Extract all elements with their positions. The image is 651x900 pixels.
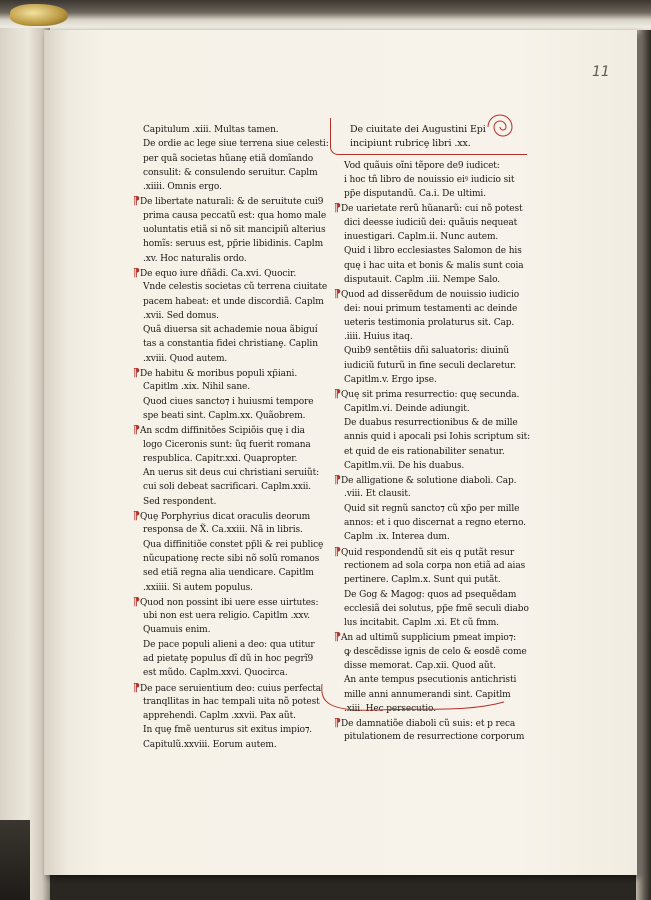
line-text: Capitlm .xix. Nihil sane. bbox=[143, 382, 251, 393]
text-line bbox=[344, 273, 501, 287]
line-text: .viii. Et clausit. bbox=[344, 489, 411, 500]
text-line bbox=[143, 252, 313, 266]
text-line bbox=[143, 581, 313, 595]
text-line bbox=[143, 466, 320, 480]
rubric-mark-icon: ⁋ bbox=[133, 366, 140, 380]
brass-clasp bbox=[10, 4, 68, 26]
line-text: Quamuis enim. bbox=[143, 625, 211, 636]
line-text: mille anni annumerandi sint. Capitlm bbox=[344, 689, 511, 700]
line-text: De Gog & Magog: quos ad psequẽdam bbox=[344, 589, 517, 600]
text-line bbox=[334, 387, 520, 401]
line-text: .iiii. Huius itaq. bbox=[344, 332, 413, 343]
text-line bbox=[344, 730, 525, 744]
text-line bbox=[143, 538, 324, 552]
line-text: per quã societas hũanȩ etiã domĩando bbox=[143, 153, 314, 164]
text-line bbox=[143, 695, 320, 709]
text-line bbox=[344, 259, 524, 273]
line-text: .xvii. Sed domus. bbox=[143, 310, 219, 321]
text-line bbox=[143, 666, 313, 680]
line-text: De habitu & moribus populi xp̃iani. bbox=[140, 369, 298, 380]
line-text: Capitulũ.xxviii. Eorum autem. bbox=[143, 739, 277, 750]
line-text: Vod quãuis oĩni tẽpore de9 iudicet: bbox=[344, 160, 500, 171]
text-line bbox=[143, 609, 313, 623]
text-line bbox=[143, 237, 324, 251]
line-text: .xviii. Quod autem. bbox=[143, 353, 228, 364]
text-line bbox=[334, 473, 517, 487]
line-text: Sed respondent. bbox=[143, 496, 217, 507]
text-line bbox=[143, 152, 313, 166]
line-text: Capitlm.vii. De his duabus. bbox=[344, 460, 465, 471]
text-line bbox=[143, 480, 313, 494]
line-text: De equo iure dñãdi. Ca.xvi. Quocir. bbox=[140, 268, 297, 279]
text-line bbox=[143, 409, 313, 423]
line-text: tranqllitas in hac tempali uita nõ potest bbox=[143, 696, 320, 707]
line-text: An uerus sit deus cui christiani seruiũt: bbox=[143, 468, 320, 479]
line-text: Quã diuersa sit achademie noua ãbiguı́ bbox=[143, 325, 318, 336]
text-line bbox=[344, 402, 496, 416]
line-text: Capitulum .xiii. Multas tamen. bbox=[143, 125, 279, 135]
line-text: Quid sit regnũ sancto⁊ cũ xp̃o per mille bbox=[344, 503, 520, 514]
text-line bbox=[344, 344, 510, 358]
line-text: inuestigari. Caplm.ii. Nunc autem. bbox=[344, 232, 499, 243]
text-line bbox=[143, 180, 313, 194]
rubric-mark-icon: ⁋ bbox=[334, 544, 341, 558]
folio-number: 11 bbox=[592, 64, 610, 80]
text-line bbox=[133, 265, 313, 280]
text-line bbox=[334, 544, 515, 559]
text-line bbox=[143, 352, 313, 366]
line-text: Capitlm.vi. Deinde adiungit. bbox=[344, 403, 470, 414]
line-text: disse memorat. Cap.xii. Quod aũt. bbox=[344, 660, 496, 671]
text-line bbox=[344, 659, 496, 673]
rubric-mark-icon: ⁋ bbox=[133, 423, 140, 437]
text-line bbox=[344, 516, 526, 530]
line-text: Quę sit prima resurrectio: quę secunda. bbox=[341, 390, 520, 401]
line-text: De uarietate rerũ hũanarũ: cui nõ potest bbox=[341, 204, 523, 215]
text-line bbox=[344, 487, 496, 501]
line-text: iudiciũ futurũ in fine seculi declaretur. bbox=[344, 360, 517, 371]
line-text: .xxiiii. Si autem populus. bbox=[143, 582, 253, 593]
line-text: tas a constantia fidei christianȩ. Caplin bbox=[143, 339, 318, 350]
text-line bbox=[143, 638, 313, 652]
text-line bbox=[143, 323, 318, 337]
text-line bbox=[143, 137, 329, 151]
rubric-mark-icon: ⁋ bbox=[334, 630, 341, 644]
text-line bbox=[143, 523, 313, 537]
line-text: .xiii. Hec persecutio. bbox=[344, 703, 436, 714]
line-text: spe beati sint. Caplm.xx. Quãobrem. bbox=[143, 410, 306, 421]
rubric-tail-flourish bbox=[318, 682, 508, 722]
text-line bbox=[143, 309, 313, 323]
text-line bbox=[143, 652, 313, 666]
text-line bbox=[344, 459, 496, 473]
rubric-mark-icon: ⁋ bbox=[334, 473, 341, 487]
text-line bbox=[133, 366, 313, 380]
rubric-mark-icon: ⁋ bbox=[133, 194, 140, 208]
text-line bbox=[133, 509, 313, 523]
text-line bbox=[344, 187, 496, 201]
text-line bbox=[143, 123, 313, 137]
line-text: uoluntatis etiã si nõ sit mancipiũ alterius bbox=[143, 225, 326, 236]
line-text: .xv. Hoc naturalis ordo. bbox=[143, 253, 247, 264]
text-line bbox=[143, 723, 313, 737]
rubric-mark-icon: ⁋ bbox=[133, 509, 140, 523]
text-line bbox=[133, 423, 313, 437]
line-text: Caplm .ix. Interea dum. bbox=[344, 532, 450, 543]
line-text: nũcupationȩ recte sibi nõ solũ romanos bbox=[143, 553, 320, 564]
line-text: Quid respondendũ sit eis q putãt resur bbox=[341, 547, 515, 558]
text-line bbox=[143, 223, 326, 237]
line-text: quę i hac uita et bonis & malis sunt coia bbox=[344, 260, 524, 271]
line-text: annis quid i apocali psi Iohis scriptum sit: bbox=[344, 432, 531, 443]
line-text: ubi non est uera religio. Capitlm .xxv. bbox=[143, 611, 311, 622]
text-line bbox=[344, 559, 526, 573]
line-text: An ante tempus psecutionis antichristi bbox=[344, 675, 517, 686]
text-line bbox=[334, 287, 520, 301]
line-text: An scdm diffinitões Scipiõis quę i dia bbox=[140, 426, 305, 437]
text-line bbox=[133, 594, 319, 609]
line-text: responsa de X̃. Ca.xxiii. Nã in libris. bbox=[143, 525, 303, 536]
line-text: Quib9 sentẽtiis dñi saluatoris: diuinũ bbox=[344, 346, 510, 357]
line-text: ueteris testimonia prolaturus sit. Cap. bbox=[344, 317, 515, 328]
line-text: est mũdo. Caplm.xxvi. Quocirca. bbox=[143, 668, 288, 679]
manuscript-page bbox=[44, 30, 637, 875]
text-line bbox=[334, 630, 517, 644]
right-text-column bbox=[334, 123, 531, 745]
text-line bbox=[344, 430, 531, 444]
book-cover-corner bbox=[0, 820, 30, 900]
text-line bbox=[344, 216, 518, 230]
line-text: annos: et i quo discernat a regno eterno. bbox=[344, 518, 526, 529]
text-line bbox=[143, 380, 313, 394]
line-text: i hoc tñ libro de nouissio eiꝰ iudicio sit bbox=[344, 174, 515, 185]
page-fore-edge bbox=[636, 30, 651, 900]
text-line bbox=[143, 395, 313, 409]
line-text: apprehendi. Caplm .xxvii. Pax aũt. bbox=[143, 711, 296, 722]
text-line bbox=[143, 295, 324, 309]
line-text: Quid i libro ecclesiastes Salomon de his bbox=[344, 246, 522, 257]
text-line bbox=[143, 709, 313, 723]
text-line bbox=[344, 602, 529, 616]
line-text: Quod ad disserẽdum de nouissio iudicio bbox=[341, 290, 520, 301]
text-line bbox=[133, 680, 322, 695]
line-text: Quod non possint ibi uere esse uirtutes: bbox=[140, 597, 319, 608]
line-text: dei: noui primum testamenti ac deinde bbox=[344, 303, 518, 314]
line-text: rectionem ad sola corpa non etiã ad aias bbox=[344, 560, 526, 571]
line-text: pacem habeat: et unde discordiã. Caplm bbox=[143, 296, 324, 307]
line-text: De alligatione & solutione diaboli. Cap. bbox=[341, 476, 517, 487]
rubric-mark-icon: ⁋ bbox=[334, 287, 341, 301]
rubric-heading-line-2: incipiunt rubricȩ libri .xx. bbox=[350, 138, 471, 150]
rubric-mark-icon: ⁋ bbox=[334, 201, 341, 215]
text-line bbox=[344, 445, 505, 459]
rubric-mark-icon: ⁋ bbox=[334, 387, 341, 401]
rubric-mark-icon: ⁋ bbox=[133, 265, 140, 279]
text-line bbox=[143, 438, 313, 452]
line-text: Capitlm.v. Ergo ipse. bbox=[344, 375, 437, 386]
rubric-mark-icon: ⁋ bbox=[133, 680, 140, 694]
text-line bbox=[143, 209, 327, 223]
text-line bbox=[133, 194, 324, 208]
text-line bbox=[143, 623, 313, 637]
line-text: ecclesiã dei solutus, pp̃e fmẽ seculi diabo bbox=[344, 603, 529, 614]
line-text: .xiiii. Omnis ergo. bbox=[143, 182, 222, 193]
text-line bbox=[143, 280, 328, 294]
text-line bbox=[344, 230, 499, 244]
left-page-edge bbox=[0, 28, 50, 900]
line-text: ꝙ descẽdisse ignis de celo & eosdẽ come bbox=[344, 646, 527, 657]
line-text: ad pietatȩ populus dĩ dũ in hoc pegrĩ9 bbox=[143, 653, 314, 664]
line-text: Quod ciues sancto⁊ i huiusmi tempore bbox=[143, 396, 314, 407]
line-text: De pace seruientium deo: cuius perfecta bbox=[140, 683, 322, 694]
line-text: cui soli debeat sacrificari. Caplm.xxii. bbox=[143, 482, 312, 493]
line-text: De libertate naturali: & de seruitute cui9 bbox=[140, 197, 324, 208]
text-line bbox=[344, 244, 522, 258]
line-text: In quȩ fmẽ uenturus sit exitus impio⁊. bbox=[143, 725, 313, 736]
text-line bbox=[143, 552, 320, 566]
line-text: sed etiã regna alia uendicare. Capitlm bbox=[143, 568, 314, 579]
text-line bbox=[344, 302, 518, 316]
text-line bbox=[344, 173, 515, 187]
text-line bbox=[334, 201, 523, 215]
text-line bbox=[344, 316, 515, 330]
line-text: De duabus resurrectionibus & de mille bbox=[344, 417, 518, 428]
text-line bbox=[143, 738, 313, 752]
line-text: prima causa peccatũ est: qua homo male bbox=[143, 210, 327, 221]
line-text: dici deesse iudiciũ dei: quãuis nequeat bbox=[344, 217, 518, 228]
left-text-column bbox=[133, 123, 329, 752]
line-text: Quȩ Porphyrius dicat oraculis deorum bbox=[140, 512, 311, 523]
line-text: et quid de eis rationabiliter senatur. bbox=[344, 446, 505, 457]
line-text: An ad ultimũ supplicium pmeat impio⁊: bbox=[341, 633, 517, 644]
text-line bbox=[143, 337, 318, 351]
text-line bbox=[344, 588, 517, 602]
text-line bbox=[143, 166, 318, 180]
text-line bbox=[344, 416, 518, 430]
line-text: De ordie ac lege siue terrena siue celesti: bbox=[143, 139, 329, 150]
line-text: homĩs: seruus est, pp̃rie libidinis. Caplm bbox=[143, 239, 324, 250]
text-line bbox=[344, 645, 527, 659]
rubric-heading-line-1: De ciuitate dei Augustini Epi bbox=[350, 124, 486, 135]
line-text: De pace populi alieni a deo: qua utitur bbox=[143, 639, 315, 650]
line-text: Qua diffinitiõe constet pp̃li & rei publicȩ bbox=[143, 539, 324, 550]
line-text: respublica. Capitr.xxi. Quapropter. bbox=[143, 453, 298, 464]
text-line bbox=[344, 616, 499, 630]
text-line bbox=[344, 530, 496, 544]
line-text: Vnde celestis societas cũ terrena ciuitate bbox=[143, 282, 328, 293]
line-text: lus incitabit. Caplm .xi. Et cũ fmm. bbox=[344, 618, 499, 629]
text-line bbox=[143, 566, 313, 580]
rubric-mark-icon: ⁋ bbox=[334, 716, 341, 730]
line-text: disputauit. Caplm .iii. Nempe Salo. bbox=[344, 274, 501, 285]
rubric-mark-icon: ⁋ bbox=[133, 594, 140, 608]
line-text: pertinere. Caplm.x. Sunt qui putãt. bbox=[344, 575, 501, 586]
text-line bbox=[344, 359, 517, 373]
line-text: pp̃e disputandũ. Ca.i. De ultimi. bbox=[344, 189, 486, 200]
text-line bbox=[344, 502, 520, 516]
text-line bbox=[143, 495, 313, 509]
text-line bbox=[344, 159, 500, 173]
line-text: logo Ciceronis sunt: ũq fuerit romana bbox=[143, 439, 311, 450]
text-line bbox=[344, 573, 501, 587]
line-text: De damnatiõe diaboli cũ suis: et p reca bbox=[341, 719, 516, 730]
line-text: consulit: & consulendo seruitur. Caplm bbox=[143, 167, 318, 178]
text-line bbox=[344, 330, 496, 344]
line-text: pitulationem de resurrectione corporum bbox=[344, 732, 525, 743]
text-line bbox=[143, 452, 313, 466]
text-line bbox=[344, 373, 496, 387]
